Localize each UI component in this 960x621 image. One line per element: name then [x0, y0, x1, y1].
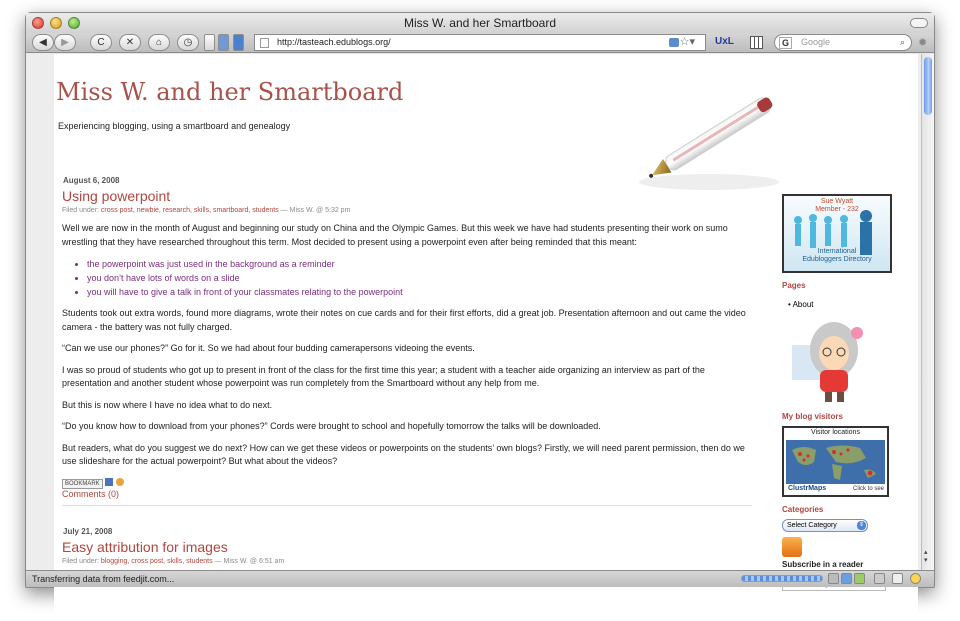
grid-addon-icon[interactable] — [750, 36, 763, 49]
close-window-button[interactable] — [32, 17, 44, 29]
filed-under-label: Filed under: — [62, 557, 99, 565]
url-text: http://tasteach.edublogs.org/ — [277, 37, 391, 47]
loading-progress-bar — [741, 575, 823, 582]
post-categories[interactable]: blogging, cross post, skills, students — [100, 557, 213, 565]
search-placeholder: Google — [801, 37, 831, 47]
addon-status-icon[interactable] — [874, 573, 885, 584]
world-map-image — [786, 440, 885, 484]
avatar-image — [792, 315, 882, 405]
status-text: Transferring data from feedjit.com... — [32, 574, 175, 584]
social-bookmark-bar — [62, 477, 752, 487]
bullet-item: • you don’t have lots of words on a slide — [87, 271, 752, 285]
smiley-icon[interactable] — [910, 573, 921, 584]
magnifier-icon[interactable]: ⌕ — [899, 37, 905, 47]
post-divider — [62, 505, 752, 506]
address-bar[interactable] — [254, 34, 706, 51]
digg-icon[interactable] — [116, 478, 124, 486]
status-bar — [26, 570, 934, 587]
bookmark-star-icon[interactable]: ☆▾ — [679, 36, 695, 48]
badge-member: Member - 232 — [815, 206, 859, 213]
rss-subscribe-icon[interactable] — [782, 537, 802, 557]
bookmark-button[interactable]: BOOKMARK — [62, 479, 103, 489]
edubloggers-badge[interactable] — [782, 194, 892, 273]
map-title: Visitor locations — [811, 429, 860, 436]
badge-line3: International — [817, 248, 857, 255]
post-byline: — Miss W. @ 6:51 am — [214, 557, 285, 565]
home-button[interactable] — [148, 34, 170, 51]
post-paragraph: Students took out extra words, found more diagrams, wrote their notes on cue cards and for their first efforts, did a great job. Presentation afternoon and out came the video camera - the battery was not fully charged. — [62, 308, 746, 332]
map-brand: ClustrMaps — [788, 485, 827, 492]
back-icon: ◀ — [39, 37, 47, 48]
post-paragraph: But this is now where I have no idea what to do next. — [62, 399, 273, 410]
bullet-item: • you will have to give a talk in front of your classmates relating to the powerpoint — [87, 285, 752, 299]
site-tagline: Experiencing blogging, using a smartboard and genealogy — [58, 121, 291, 131]
activity-spinner-icon: ✹ — [918, 37, 928, 49]
sidebar — [782, 194, 912, 591]
database-tool-icon[interactable] — [233, 34, 244, 51]
search-engine-icon[interactable]: G — [779, 37, 792, 49]
delicious-icon[interactable] — [105, 478, 113, 486]
post-date: July 21, 2008 — [63, 526, 113, 536]
addon-status-icon[interactable] — [828, 573, 839, 584]
blog-page — [54, 54, 918, 614]
post-bullet-list — [87, 257, 752, 299]
addon-status-icon[interactable] — [841, 573, 852, 584]
pages-heading: Pages — [782, 281, 806, 290]
history-button[interactable] — [177, 34, 199, 51]
post-title[interactable]: Easy attribution for images — [62, 538, 228, 555]
post-paragraph: Well we are now in the month of August and beginning our study on China and the Olympic Games. But this week we have had students presenting their work on sumo wrestling that they have researched throughout this term. Most decided to present using a powerpoint even after being reminded that this meant: — [62, 223, 728, 247]
category-select[interactable] — [782, 519, 868, 532]
subscribe-link[interactable]: Subscribe in a reader — [782, 560, 864, 569]
post-paragraph: But readers, what do you suggest we do next? How can we get these videos or powerpoints on the students’ own blogs? Firstly, we will need parent permission, then do we use slideshare for the actual powerpoint? But what about the videos? — [62, 442, 745, 466]
reload-button[interactable] — [90, 34, 112, 51]
rss-feed-icon[interactable] — [669, 38, 679, 47]
map-click-label: Click to see — [852, 486, 884, 492]
page-tool-icon[interactable] — [218, 34, 229, 51]
zoom-window-button[interactable] — [68, 17, 80, 29]
filed-under-label: Filed under: — [62, 207, 99, 214]
post-meta — [62, 558, 752, 565]
bookmark-tool-icon[interactable] — [204, 34, 215, 51]
post-title[interactable]: Using powerpoint — [62, 188, 171, 204]
badge-line4: Edubloggers Directory — [802, 256, 872, 263]
addon-status-icon[interactable] — [892, 573, 903, 584]
visitors-heading: My blog visitors — [782, 412, 843, 421]
post-paragraph: I was so proud of students who got up to present in front of the class for the first time this year; a student with a teacher aide organizing an interview as part of the presentation and another student whose powerpoint was run completely from the Smartboard without any help from me. — [62, 364, 705, 388]
window-title: Miss W. and her Smartboard — [403, 16, 557, 30]
minimize-window-button[interactable] — [50, 17, 62, 29]
post-paragraph: “Do you know how to download from your phones?” Cords were brought to school and hopefully tomorrow the talks will be downloaded. — [62, 421, 601, 431]
forward-icon: ▶ — [61, 37, 69, 48]
bullet-item: • the powerpoint was just used in the background as a reminder — [87, 257, 752, 271]
pages-item-label: About — [792, 300, 814, 309]
toolbar-toggle-button[interactable] — [910, 18, 928, 28]
chevron-down-icon: ⇕ — [858, 522, 865, 528]
title-bar — [26, 13, 934, 33]
comments-link[interactable]: Comments (0) — [62, 488, 120, 499]
home-icon: ⌂ — [155, 37, 163, 48]
categories-heading: Categories — [782, 505, 824, 514]
pages-item-about[interactable]: • About — [788, 300, 814, 309]
scrollbar-thumb[interactable] — [924, 57, 932, 115]
addon-status-icon[interactable] — [854, 573, 865, 584]
category-select-value: Select Category — [787, 522, 837, 529]
navigation-toolbar — [26, 33, 934, 53]
uxl-addon-button[interactable]: UxL — [715, 36, 734, 47]
post-list — [62, 176, 752, 576]
vertical-scrollbar[interactable] — [921, 54, 934, 572]
stop-icon: ✕ — [125, 37, 135, 48]
post-categories[interactable]: cross post, newbie, research, skills, smartboard, students — [100, 207, 279, 214]
clustrmaps-widget[interactable] — [782, 426, 889, 497]
badge-name: Sue Wyatt — [820, 198, 854, 205]
forward-button[interactable] — [54, 34, 76, 51]
post-byline: — Miss W. @ 5:32 pm — [280, 207, 351, 214]
post-meta — [62, 207, 752, 214]
post-date: August 6, 2008 — [63, 176, 120, 185]
reload-icon: C — [97, 37, 105, 48]
browser-window — [25, 12, 935, 588]
history-icon: ◷ — [183, 37, 193, 48]
page-favicon-icon — [260, 38, 269, 48]
back-button[interactable] — [32, 34, 54, 51]
page-viewport — [26, 54, 923, 572]
stop-button[interactable] — [119, 34, 141, 51]
post-paragraph: “Can we use our phones?” Go for it. So we had about four budding camerapersons videoing the events. — [62, 343, 475, 353]
search-input[interactable] — [774, 34, 912, 51]
site-title[interactable]: Miss W. and her Smartboard — [56, 78, 404, 106]
scroll-arrows-icon[interactable]: ▴ ▾ — [924, 549, 928, 564]
